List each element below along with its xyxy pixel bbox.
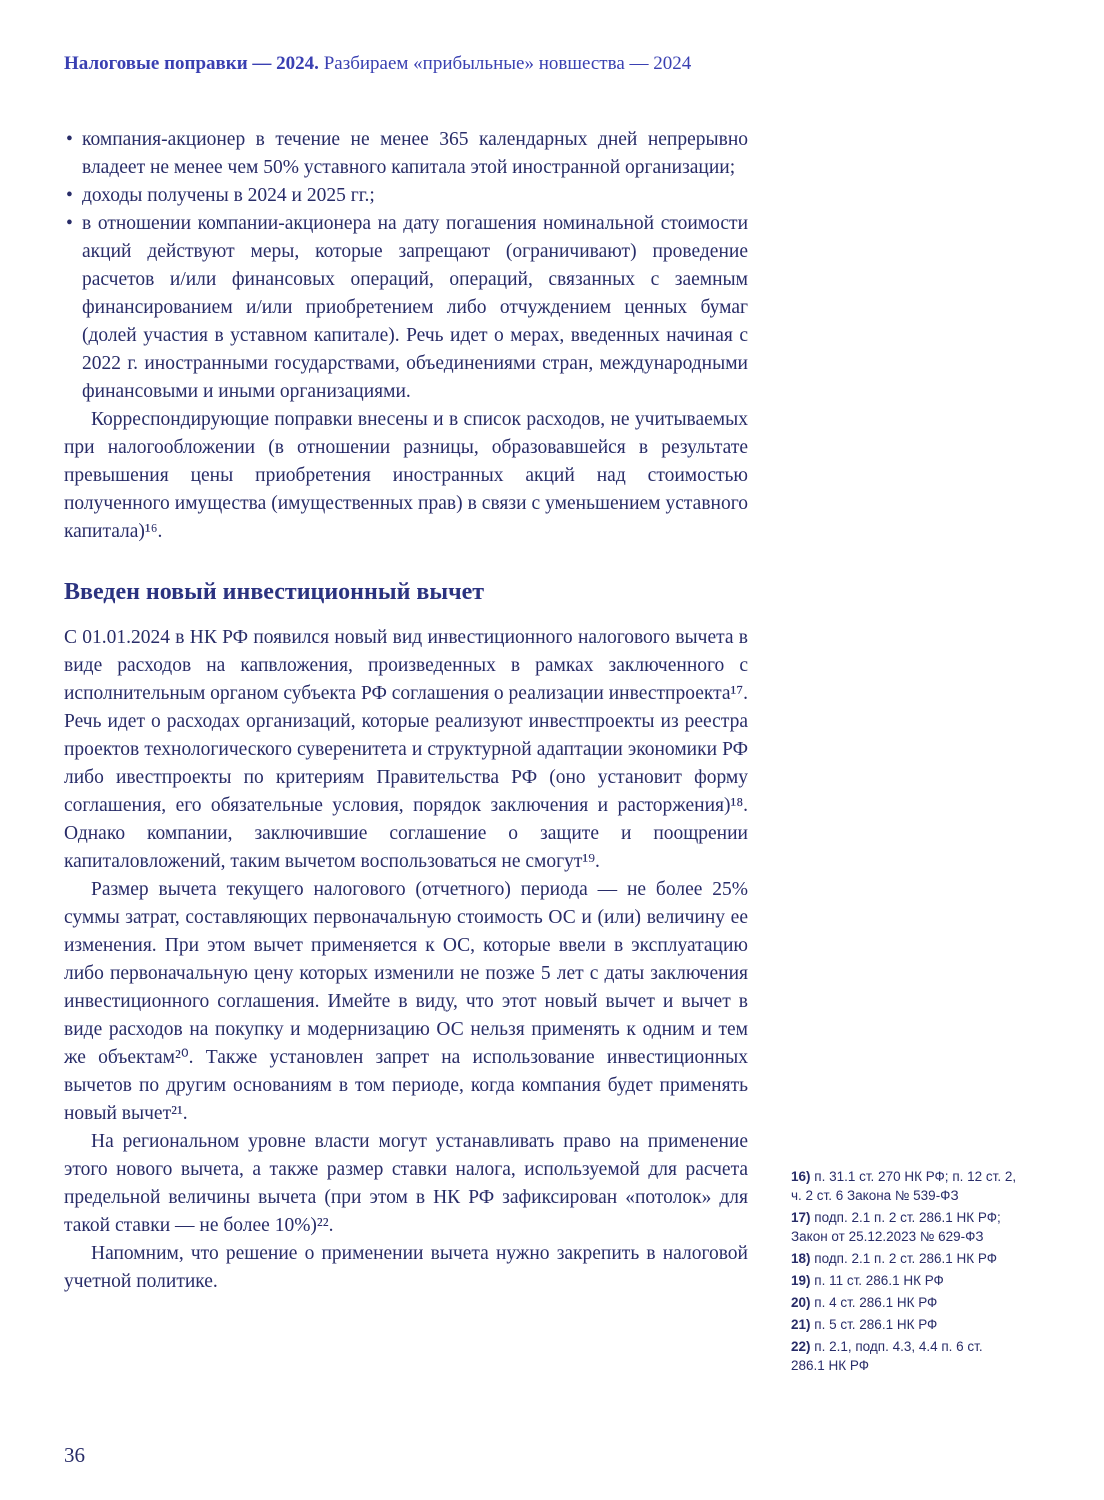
footnote <box>791 1293 1019 1312</box>
bullet-item <box>64 182 748 210</box>
bullet-item <box>64 210 748 406</box>
body-paragraph: С 01.01.2024 в НК РФ появился новый вид инвестиционного налогового вычета в виде расходов на капвложения, произведенных в рамках заключенного с исполнительным органом субъекта РФ соглашения о реализации инвестпроекта¹⁷. Речь идет о расходах организаций, которые реализуют инвестпроекты из реестра проектов технологического суверенитета и структурной адаптации экономики РФ либо ивестпроекты по критериям Правительства РФ (оно установит форму соглашения, его обязательные условия, порядок заключения и расторжения)¹⁸. Однако компании, заключившие соглашение о защите и поощрении капиталовложений, таким вычетом воспользоваться не смогут¹⁹. <box>64 627 748 872</box>
bullet-text: доходы получены в 2024 и 2025 гг.; <box>82 185 375 206</box>
footnote-number: 19) <box>791 1273 811 1288</box>
bullet-marker-icon: • <box>66 185 73 206</box>
footnote-text: п. 2.1, подп. 4.3, 4.4 п. 6 ст. 286.1 НК РФ <box>791 1339 983 1373</box>
footnote-text: п. 5 ст. 286.1 НК РФ <box>814 1317 938 1332</box>
footnote-text: подп. 2.1 п. 2 ст. 286.1 НК РФ; Закон от 25.12.2023 № 629-ФЗ <box>791 1210 1001 1244</box>
footnote <box>791 1208 1019 1246</box>
bullet-list <box>64 126 748 406</box>
footnote-number: 17) <box>791 1210 811 1225</box>
body-paragraph: Напомним, что решение о применении вычета нужно закрепить в налоговой учетной политике. <box>64 1243 748 1292</box>
footnote <box>791 1337 1019 1375</box>
footnote-number: 18) <box>791 1251 811 1266</box>
footnote <box>791 1167 1019 1205</box>
main-text-column <box>64 126 748 1296</box>
footnote-text: подп. 2.1 п. 2 ст. 286.1 НК РФ <box>814 1251 998 1266</box>
bullet-item <box>64 126 748 182</box>
footnote-text: п. 4 ст. 286.1 НК РФ <box>814 1295 938 1310</box>
page-number: 36 <box>64 1443 85 1467</box>
footnote-number: 16) <box>791 1169 811 1184</box>
bullet-marker-icon: • <box>66 213 73 234</box>
footnote <box>791 1315 1019 1334</box>
body-paragraph: Размер вычета текущего налогового (отчетного) периода — не более 25% суммы затрат, составляющих первоначальную стоимость ОС и (или) величину ее изменения. При этом вычет применяется к ОС, которые ввели в эксплуатацию либо первоначальную цену которых изменили не позже 5 лет с даты заключения инвестиционного соглашения. Имейте в виду, что этот новый вычет и вычет в виде расходов на покупку и модернизацию ОС нельзя применять к одним и тем же объектам²⁰. Также установлен запрет на использование инвестиционных вычетов по другим основаниям в том периоде, когда компания будет применять новый вычет²¹. <box>64 879 748 1124</box>
bullet-marker-icon: • <box>66 129 73 150</box>
footnotes-sidebar <box>791 1167 1019 1378</box>
footnote-text: п. 11 ст. 286.1 НК РФ <box>814 1273 944 1288</box>
bullet-text: компания-акционер в течение не менее 365 календарных дней непрерывно владеет не менее чем 50% уставного капитала этой иностранной организации; <box>82 129 748 178</box>
footnote-number: 21) <box>791 1317 811 1332</box>
footnote-number: 22) <box>791 1339 811 1354</box>
header-rubric: Налоговые поправки — 2024. <box>64 53 319 74</box>
header-subtitle: Разбираем «прибыльные» новшества — 2024 <box>318 53 692 74</box>
body-paragraph: На региональном уровне власти могут устанавливать право на применение этого нового вычета, а также размер ставки налога, используемой для расчета предельной величины вычета (при этом в НК РФ зафиксирован «потолок» для такой ставки — не более 10%)²². <box>64 1131 748 1236</box>
footnote <box>791 1271 1019 1290</box>
running-header <box>64 52 1044 76</box>
section-heading: Введен новый инвестиционный вычет <box>64 579 485 605</box>
bullet-text: в отношении компании-акционера на дату погашения номинальной стоимости акций действуют меры, которые запрещают (ограничивают) проведение расчетов и/или финансовых операций, операций, связанных с заемным финансированием и/или приобретением либо отчуждением ценных бумаг (долей участия в уставном капитале). Речь идет о мерах, введенных начиная с 2022 г. иностранными государствами, объединениями стран, международными финансовыми и иными организациями. <box>82 213 748 402</box>
footnote-number: 20) <box>791 1295 811 1310</box>
footnote-text: п. 31.1 ст. 270 НК РФ; п. 12 ст. 2, ч. 2 ст. 6 Закона № 539-ФЗ <box>791 1169 1017 1203</box>
body-paragraph: Корреспондирующие поправки внесены и в список расходов, не учитываемых при налогообложении (в отношении разницы, образовавшейся в результате превышения цены приобретения иностранных акций над стоимостью полученного имущества (имущественных прав) в связи с уменьшением уставного капитала)¹⁶. <box>64 409 748 542</box>
footnote <box>791 1249 1019 1268</box>
